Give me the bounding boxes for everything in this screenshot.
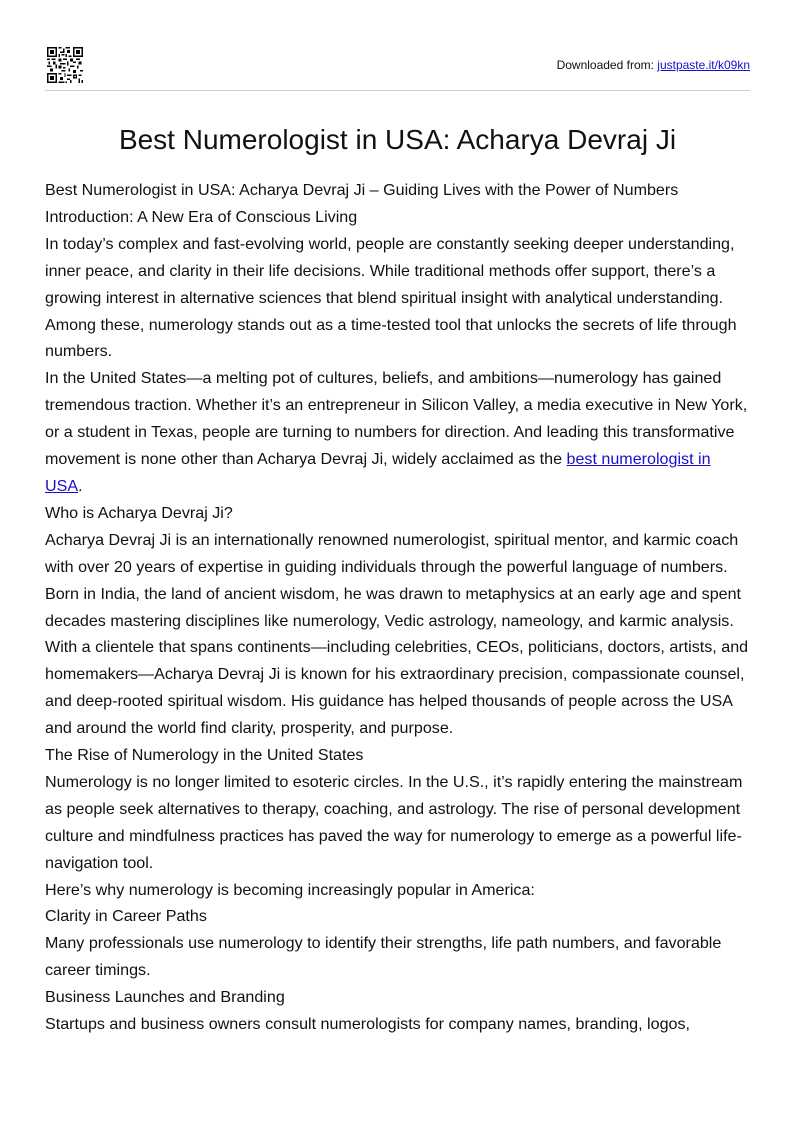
section-heading-rise: The Rise of Numerology in the United States [45,746,364,765]
page-header [45,45,750,91]
paragraph-rise: Numerology is no longer limited to esoteric circles. In the U.S., it’s rapidly entering the mainstream as people seek alternatives to therapy, coaching, and astrology. The rise of personal development culture and mindfulness practices has paved the way for numerology to emerge as a powerful life-navigation tool. [45,772,743,872]
section-heading-introduction: Introduction: A New Era of Conscious Living [45,207,358,226]
article-subtitle: Best Numerologist in USA: Acharya Devraj Ji – Guiding Lives with the Power of Numbers [45,181,679,199]
subheading-business: Business Launches and Branding [45,988,285,1007]
article-body [45,177,752,1038]
paragraph-business: Startups and business owners consult numerologists for company names, branding, logos, [45,1015,690,1034]
section-heading-who: Who is Acharya Devraj Ji? [45,503,233,522]
paragraph-career: Many professionals use numerology to identify their strengths, life path numbers, and favorable career timings. [45,934,722,980]
paragraph-usa-end: . [78,476,83,495]
paragraph-usa [45,365,752,500]
paragraph-who: Acharya Devraj Ji is an internationally renowned numerologist, spiritual mentor, and karmic coach with over 20 years of expertise in guiding individuals through the powerful language of numbers. Born in India, the land of ancient wisdom, he was drawn to metaphysics at an early age and spent decades mastering disciplines like numerology, Vedic astrology, nameology, and karmic analysis. [45,530,742,630]
paragraph-clientele: With a clientele that spans continents—including celebrities, CEOs, politicians, doctors, artists, and homemakers—Acharya Devraj Ji is known for his extraordinary precision, compassionate counsel, and deep-rooted spiritual wisdom. His guidance has helped thousands of people across the USA and around the world find clarity, prosperity, and purpose. [45,638,749,738]
qr-code-icon [47,47,83,83]
paragraph-usa-text: In the United States—a melting pot of cultures, beliefs, and ambitions—numerology has gained tremendous traction. Whether it’s an entrepreneur in Silicon Valley, a media executive in New York, or a student in Texas, people are turning to numbers for direction. And leading this transformative movement is none other than Acharya Devraj Ji, widely acclaimed as the [45,369,748,469]
best-numerologist-link[interactable]: best numerologist in USA [45,450,711,495]
paragraph-why-popular: Here’s why numerology is becoming increasingly popular in America: [45,880,535,899]
download-label: Downloaded from: [556,58,658,72]
paragraph-introduction: In today’s complex and fast-evolving world, people are constantly seeking deeper understanding, inner peace, and clarity in their life decisions. While traditional methods offer support, there’s a growing interest in alternative sciences that blend spiritual insight with analytical understanding. Among these, numerology stands out as a time-tested tool that unlocks the secrets of life through numbers. [45,234,737,361]
download-link[interactable]: justpaste.it/k09kn [657,58,750,72]
subheading-career: Clarity in Career Paths [45,907,207,926]
download-source [557,58,750,72]
page-title: Best Numerologist in USA: Acharya Devraj Ji [118,124,677,155]
